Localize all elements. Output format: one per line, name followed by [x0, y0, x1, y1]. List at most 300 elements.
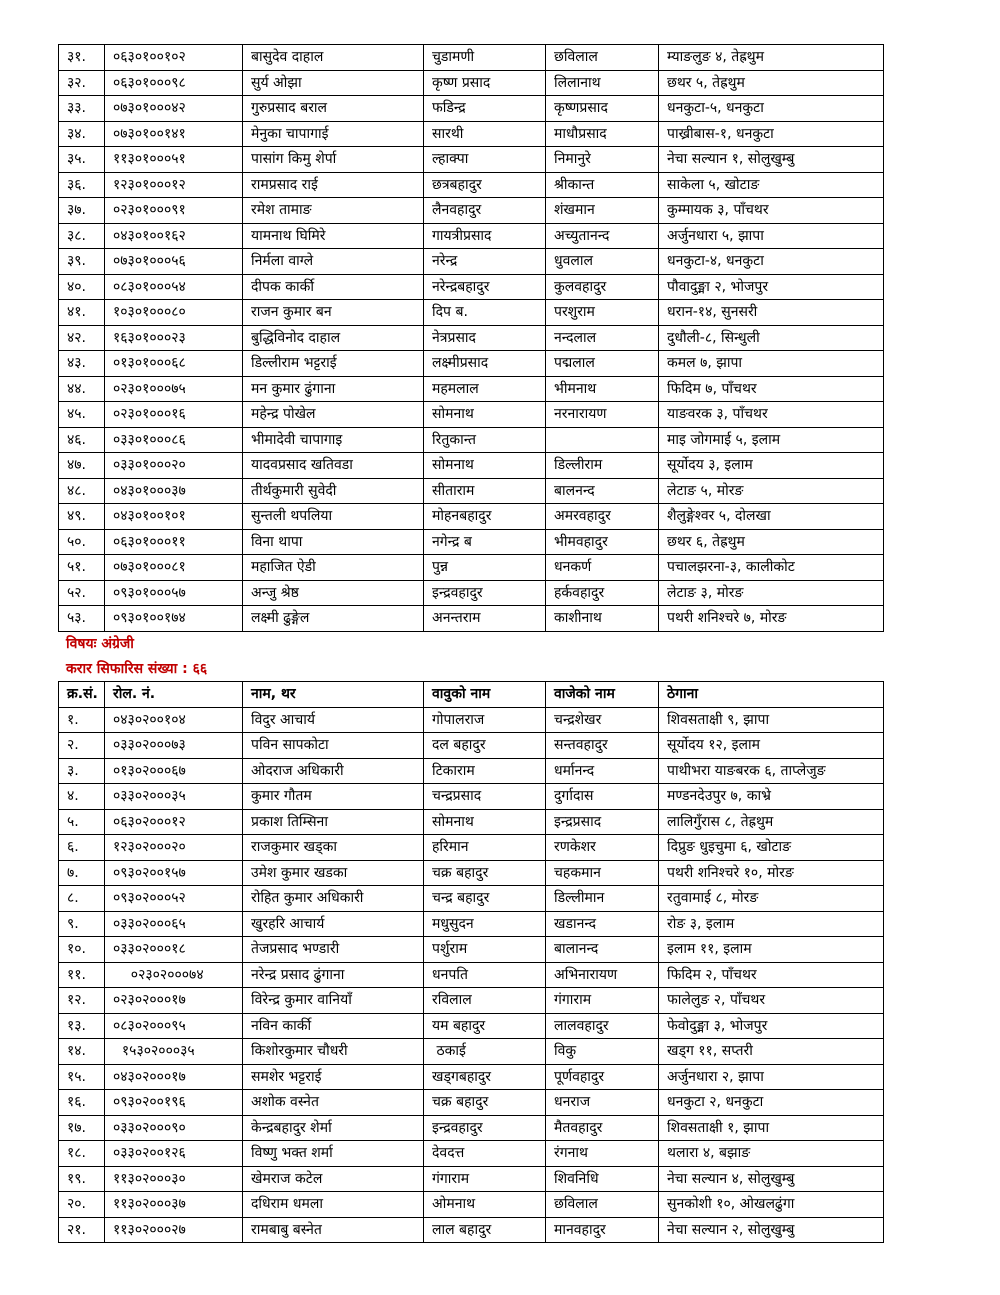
subject-label: विषयः अंग्रेजी [66, 636, 134, 652]
address-cell: फालेलुङ २, पाँचथर [659, 988, 884, 1014]
address-cell: माइ जोगमाई ५, इलाम [659, 427, 884, 453]
serial-cell: १२. [59, 988, 105, 1014]
address-cell: शिवसताक्षी ९, झापा [659, 707, 884, 733]
serial-cell: ५३. [59, 606, 105, 632]
address-cell: लेटाङ ३, मोरङ [659, 580, 884, 606]
address-cell: सूर्योदय १२, इलाम [659, 733, 884, 759]
table-header-row [59, 682, 884, 708]
address-cell: पचालझरना-३, कालीकोट [659, 555, 884, 581]
table-row [59, 172, 884, 198]
table-row [59, 249, 884, 275]
roll-number-cell: ०२३०२०००१७ [105, 988, 243, 1014]
address-cell: रोङ ३, इलाम [659, 911, 884, 937]
table-row [59, 1064, 884, 1090]
grandfather-name-cell: दुर्गादास [546, 784, 659, 810]
roll-number-cell: ०४३०२०००१७ [105, 1064, 243, 1090]
table-row [59, 147, 884, 173]
roll-number-cell: ०४३०१००१६२ [105, 223, 243, 249]
grandfather-name-cell: छविलाल [546, 45, 659, 71]
address-cell: थलारा ४, बझाङ [659, 1141, 884, 1167]
name-cell: रमेश तामाङ [243, 198, 424, 224]
name-cell: पविन सापकोटा [243, 733, 424, 759]
roll-number-cell: ०९३०२०००५२ [105, 886, 243, 912]
father-name-cell: मोहनबहादुर [424, 504, 546, 530]
address-cell: इलाम ११, इलाम [659, 937, 884, 963]
address-cell: फेवोदुङ्मा ३, भोजपुर [659, 1013, 884, 1039]
name-cell: राजन कुमार बन [243, 300, 424, 326]
table-row [59, 300, 884, 326]
name-cell: अन्जु श्रेष्ठ [243, 580, 424, 606]
serial-cell: ५. [59, 809, 105, 835]
grandfather-name-cell: लिलानाथ [546, 70, 659, 96]
name-cell: तेजप्रसाद भण्डारी [243, 937, 424, 963]
grandfather-name-cell: बालनन्द [546, 478, 659, 504]
table-row [59, 911, 884, 937]
roll-number-cell: ०७३०१००१४१ [105, 121, 243, 147]
table-row [59, 1115, 884, 1141]
table-row [59, 529, 884, 555]
name-cell: किशोरकुमार चौधरी [243, 1039, 424, 1065]
name-cell: दधिराम धमला [243, 1192, 424, 1218]
roll-number-cell: १२३०२०००२० [105, 835, 243, 861]
father-name-cell: ल्हाक्पा [424, 147, 546, 173]
grandfather-name-cell: बालानन्द [546, 937, 659, 963]
father-name-cell: नेत्रप्रसाद [424, 325, 546, 351]
serial-cell: ३४. [59, 121, 105, 147]
father-name-cell: महमलाल [424, 376, 546, 402]
table-row [59, 784, 884, 810]
grandfather-name-cell: गंगाराम [546, 988, 659, 1014]
serial-cell: ४२. [59, 325, 105, 351]
grandfather-name-cell: इन्द्रप्रसाद [546, 809, 659, 835]
grandfather-name-cell: पद्मलाल [546, 351, 659, 377]
father-name-cell: यम बहादुर [424, 1013, 546, 1039]
grandfather-name-cell: रणकेशर [546, 835, 659, 861]
roll-number-cell: ०६३०१०००११ [105, 529, 243, 555]
serial-cell: ३६. [59, 172, 105, 198]
grandfather-name-cell: छविलाल [546, 1192, 659, 1218]
grandfather-name-cell: चहकमान [546, 860, 659, 886]
serial-cell: २०. [59, 1192, 105, 1218]
address-cell: छथर ६, तेह्रथुम [659, 529, 884, 555]
serial-cell: ८. [59, 886, 105, 912]
roll-number-cell: ०३३०२००१२६ [105, 1141, 243, 1167]
address-cell: मण्डनदेउपुर ७, काभ्रे [659, 784, 884, 810]
address-cell: शिवसताक्षी १, झापा [659, 1115, 884, 1141]
serial-cell: ४१. [59, 300, 105, 326]
grandfather-name-cell: चन्द्रशेखर [546, 707, 659, 733]
grandfather-name-cell: अमरवहादुर [546, 504, 659, 530]
name-cell: विरेन्द्र कुमार वानियाँ [243, 988, 424, 1014]
grandfather-name-cell: नरनारायण [546, 402, 659, 428]
grandfather-name-cell: धर्मानन्द [546, 758, 659, 784]
address-cell: नेचा सल्यान १, सोलुखुम्बु [659, 147, 884, 173]
father-name-cell: सारथी [424, 121, 546, 147]
serial-cell: ३३. [59, 96, 105, 122]
name-cell: मेनुका चापागाई [243, 121, 424, 147]
grandfather-name-cell: शिवनिधि [546, 1166, 659, 1192]
roll-number-cell: ०९३०२००१९६ [105, 1090, 243, 1116]
roll-number-cell: ०९३०२००१५७ [105, 860, 243, 886]
table-row [59, 1013, 884, 1039]
roll-number-cell: ०३३०१०००८६ [105, 427, 243, 453]
roll-number-cell: ०४३०२००१०४ [105, 707, 243, 733]
father-name-cell: चन्द्र बहादुर [424, 886, 546, 912]
name-cell: बुद्धिविनोद दाहाल [243, 325, 424, 351]
candidate-table-1 [58, 44, 884, 632]
name-cell: रामप्रसाद राई [243, 172, 424, 198]
grandfather-name-cell: शंखमान [546, 198, 659, 224]
name-cell: राजकुमार खड्का [243, 835, 424, 861]
candidate-table-2 [58, 681, 884, 1243]
serial-cell: ५२. [59, 580, 105, 606]
serial-cell: ३८. [59, 223, 105, 249]
serial-cell: ३१. [59, 45, 105, 71]
address-cell: पाथीभरा याङबरक ६, ताप्लेजुङ [659, 758, 884, 784]
father-name-cell: नगेन्द्र ब [424, 529, 546, 555]
serial-cell: ४६. [59, 427, 105, 453]
header-grandfather-name: वाजेको नाम [546, 682, 659, 708]
father-name-cell: गोपालराज [424, 707, 546, 733]
father-name-cell: कृष्ण प्रसाद [424, 70, 546, 96]
father-name-cell: सोमनाथ [424, 402, 546, 428]
name-cell: कुमार गौतम [243, 784, 424, 810]
serial-cell: ४०. [59, 274, 105, 300]
address-cell: म्याङलुङ ४, तेह्रथुम [659, 45, 884, 71]
roll-number-cell: ११३०२०००३० [105, 1166, 243, 1192]
name-cell: ओदराज अधिकारी [243, 758, 424, 784]
grandfather-name-cell: श्रीकान्त [546, 172, 659, 198]
roll-number-cell: ०९३०१००१७४ [105, 606, 243, 632]
roll-number-cell: ०८३०२०००९५ [105, 1013, 243, 1039]
roll-number-cell: ०४३०१००१०१ [105, 504, 243, 530]
address-cell: खड्ग ११, सप्तरी [659, 1039, 884, 1065]
address-cell: धनकुटा २, धनकुटा [659, 1090, 884, 1116]
serial-cell: ३५. [59, 147, 105, 173]
name-cell: लक्ष्मी ढुङ्गेल [243, 606, 424, 632]
name-cell: खुरहरि आचार्य [243, 911, 424, 937]
father-name-cell: ठकाई [424, 1039, 546, 1065]
name-cell: विष्णु भक्त शर्मा [243, 1141, 424, 1167]
father-name-cell: सोमनाथ [424, 453, 546, 479]
table-row [59, 274, 884, 300]
roll-number-cell: ०८३०१०००५४ [105, 274, 243, 300]
father-name-cell: धनपति [424, 962, 546, 988]
table-row [59, 758, 884, 784]
address-cell: नेचा सल्यान २, सोलुखुम्बु [659, 1217, 884, 1243]
table-row [59, 1192, 884, 1218]
grandfather-name-cell: परशुराम [546, 300, 659, 326]
address-cell: दुधौली-८, सिन्धुली [659, 325, 884, 351]
table-row [59, 96, 884, 122]
roll-number-cell: ०९३०१०००५७ [105, 580, 243, 606]
roll-number-cell: ०७३०१०००४२ [105, 96, 243, 122]
father-name-cell: टिकाराम [424, 758, 546, 784]
address-cell: कमल ७, झापा [659, 351, 884, 377]
roll-number-cell: ०२३०१०००९१ [105, 198, 243, 224]
name-cell: महेन्द्र पोखेल [243, 402, 424, 428]
name-cell: महाजित ऐडी [243, 555, 424, 581]
table-row [59, 886, 884, 912]
name-cell: यामनाथ घिमिरे [243, 223, 424, 249]
roll-number-cell: ०१३०२०००६७ [105, 758, 243, 784]
table-row [59, 402, 884, 428]
roll-number-cell: ०४३०१०००३७ [105, 478, 243, 504]
roll-number-cell: ०३३०२०००७३ [105, 733, 243, 759]
table-row [59, 351, 884, 377]
father-name-cell: चुडामणी [424, 45, 546, 71]
address-cell: रतुवामाई ८, मोरङ [659, 886, 884, 912]
candidate-table-1-body [59, 45, 884, 632]
grandfather-name-cell: डिल्लीमान [546, 886, 659, 912]
grandfather-name-cell: भीमवहादुर [546, 529, 659, 555]
recommendation-count-label: करार सिफारिस संख्या : ६६ [66, 661, 208, 677]
name-cell: दीपक कार्की [243, 274, 424, 300]
header-name: नाम, थर [243, 682, 424, 708]
father-name-cell: पुन्न [424, 555, 546, 581]
name-cell: केन्द्रबहादुर शेर्मा [243, 1115, 424, 1141]
name-cell: रामबाबु बस्नेत [243, 1217, 424, 1243]
grandfather-name-cell: डिल्लीराम [546, 453, 659, 479]
serial-cell: ४५. [59, 402, 105, 428]
father-name-cell: चक्र बहादुर [424, 860, 546, 886]
grandfather-name-cell: नन्दलाल [546, 325, 659, 351]
father-name-cell: देवदत्त [424, 1141, 546, 1167]
roll-number-cell: ०२३०१०००७५ [105, 376, 243, 402]
serial-cell: ४८. [59, 478, 105, 504]
roll-number-cell: ०३३०२०००१८ [105, 937, 243, 963]
serial-cell: १३. [59, 1013, 105, 1039]
address-cell: अर्जुनधारा ५, झापा [659, 223, 884, 249]
table-row [59, 988, 884, 1014]
serial-cell: १४. [59, 1039, 105, 1065]
table-row [59, 1166, 884, 1192]
father-name-cell: सोमनाथ [424, 809, 546, 835]
table-row [59, 860, 884, 886]
serial-cell: ३२. [59, 70, 105, 96]
serial-cell: १. [59, 707, 105, 733]
serial-cell: ५०. [59, 529, 105, 555]
name-cell: यादवप्रसाद खतिवडा [243, 453, 424, 479]
roll-number-cell: १५३०२०००३५ [105, 1039, 243, 1065]
address-cell: अर्जुनधारा २, झापा [659, 1064, 884, 1090]
father-name-cell: ओमनाथ [424, 1192, 546, 1218]
grandfather-name-cell: लालवहादुर [546, 1013, 659, 1039]
grandfather-name-cell: अभिनारायण [546, 962, 659, 988]
address-cell: फिदिम २, पाँचथर [659, 962, 884, 988]
grandfather-name-cell: पूर्णवहादुर [546, 1064, 659, 1090]
address-cell: पौवादुङ्मा २, भोजपुर [659, 274, 884, 300]
serial-cell: ४९. [59, 504, 105, 530]
name-cell: विना थापा [243, 529, 424, 555]
roll-number-cell: ११३०१०००५१ [105, 147, 243, 173]
address-cell: धनकुटा-४, धनकुटा [659, 249, 884, 275]
father-name-cell: गंगाराम [424, 1166, 546, 1192]
header-father-name: वावुको नाम [424, 682, 546, 708]
roll-number-cell: ०३३०२०००९० [105, 1115, 243, 1141]
grandfather-name-cell: मैतवहादुर [546, 1115, 659, 1141]
table-row [59, 733, 884, 759]
roll-number-cell: ०६३०२०००१२ [105, 809, 243, 835]
address-cell: सुनकोशी १०, ओखलढुंगा [659, 1192, 884, 1218]
roll-number-cell: ०३३०२०००३५ [105, 784, 243, 810]
grandfather-name-cell: धुवलाल [546, 249, 659, 275]
table-row [59, 45, 884, 71]
address-cell: शैलुङ्गेश्वर ५, दोलखा [659, 504, 884, 530]
father-name-cell: हरिमान [424, 835, 546, 861]
father-name-cell: इन्द्रवहादुर [424, 580, 546, 606]
table-row [59, 478, 884, 504]
father-name-cell: रितुकान्त [424, 427, 546, 453]
serial-cell: ६. [59, 835, 105, 861]
table-row [59, 223, 884, 249]
grandfather-name-cell: रंगनाथ [546, 1141, 659, 1167]
grandfather-name-cell: खडानन्द [546, 911, 659, 937]
name-cell: विदुर आचार्य [243, 707, 424, 733]
father-name-cell: रविलाल [424, 988, 546, 1014]
table-row [59, 376, 884, 402]
name-cell: सुर्य ओझा [243, 70, 424, 96]
roll-number-cell: १०३०१०००८० [105, 300, 243, 326]
address-cell: नेचा सल्यान ४, सोलुखुम्बु [659, 1166, 884, 1192]
name-cell: गुरुप्रसाद बराल [243, 96, 424, 122]
name-cell: डिल्लीराम भट्टराई [243, 351, 424, 377]
grandfather-name-cell: सन्तवहादुर [546, 733, 659, 759]
roll-number-cell: ०२३०१०००१६ [105, 402, 243, 428]
father-name-cell: अनन्तराम [424, 606, 546, 632]
grandfather-name-cell: अच्युतानन्द [546, 223, 659, 249]
father-name-cell: पर्शुराम [424, 937, 546, 963]
roll-number-cell: ०७३०१०००५६ [105, 249, 243, 275]
serial-cell: ११. [59, 962, 105, 988]
address-cell: पाख्रीबास-१, धनकुटा [659, 121, 884, 147]
table-row [59, 580, 884, 606]
address-cell: लालिगुँरास ८, तेह्रथुम [659, 809, 884, 835]
table-row [59, 504, 884, 530]
name-cell: नविन कार्की [243, 1013, 424, 1039]
table-row [59, 1090, 884, 1116]
serial-cell: ७. [59, 860, 105, 886]
address-cell: दिप्रुङ धुइचुमा ६, खोटाङ [659, 835, 884, 861]
grandfather-name-cell: निमानुरे [546, 147, 659, 173]
address-cell: याङवरक ३, पाँचथर [659, 402, 884, 428]
serial-cell: ३. [59, 758, 105, 784]
serial-cell: ३९. [59, 249, 105, 275]
roll-number-cell: १६३०१०००२३ [105, 325, 243, 351]
father-name-cell: लाल बहादुर [424, 1217, 546, 1243]
grandfather-name-cell [546, 427, 659, 453]
father-name-cell: फडिन्द्र [424, 96, 546, 122]
table-row [59, 198, 884, 224]
name-cell: नरेन्द्र प्रसाद ढुंगाना [243, 962, 424, 988]
table-row [59, 70, 884, 96]
table-row [59, 606, 884, 632]
table-row [59, 453, 884, 479]
address-cell: साकेला ५, खोटाङ [659, 172, 884, 198]
roll-number-cell: ०३३०१०००२० [105, 453, 243, 479]
table-row [59, 707, 884, 733]
address-cell: पथरी शनिश्चरे १०, मोरङ [659, 860, 884, 886]
father-name-cell: लक्ष्मीप्रसाद [424, 351, 546, 377]
serial-cell: ५१. [59, 555, 105, 581]
serial-cell: १८. [59, 1141, 105, 1167]
table-row [59, 121, 884, 147]
father-name-cell: इन्द्रवहादुर [424, 1115, 546, 1141]
table-row [59, 937, 884, 963]
name-cell: खेमराज कटेल [243, 1166, 424, 1192]
address-cell: धनकुटा-५, धनकुटा [659, 96, 884, 122]
grandfather-name-cell: कृष्णप्रसाद [546, 96, 659, 122]
serial-cell: ४४. [59, 376, 105, 402]
father-name-cell: मधुसुदन [424, 911, 546, 937]
table-row [59, 962, 884, 988]
roll-number-cell: ०७३०१०००८१ [105, 555, 243, 581]
serial-cell: ४. [59, 784, 105, 810]
header-roll-number: रोल. नं. [105, 682, 243, 708]
serial-cell: २१. [59, 1217, 105, 1243]
roll-number-cell: ११३०२०००३७ [105, 1192, 243, 1218]
grandfather-name-cell: धनकर्ण [546, 555, 659, 581]
serial-cell: १६. [59, 1090, 105, 1116]
grandfather-name-cell: कुलवहादुर [546, 274, 659, 300]
name-cell: उमेश कुमार खडका [243, 860, 424, 886]
roll-number-cell: ०६३०१००१०२ [105, 45, 243, 71]
table-row [59, 427, 884, 453]
header-address: ठेगाना [659, 682, 884, 708]
serial-cell: १७. [59, 1115, 105, 1141]
grandfather-name-cell: धनराज [546, 1090, 659, 1116]
father-name-cell: नरेन्द्रबहादुर [424, 274, 546, 300]
table-row [59, 325, 884, 351]
name-cell: अशोक वस्नेत [243, 1090, 424, 1116]
address-cell: कुम्मायक ३, पाँचथर [659, 198, 884, 224]
serial-cell: ३७. [59, 198, 105, 224]
father-name-cell: गायत्रीप्रसाद [424, 223, 546, 249]
serial-cell: २. [59, 733, 105, 759]
roll-number-cell: ११३०२०००२७ [105, 1217, 243, 1243]
father-name-cell: चन्द्रप्रसाद [424, 784, 546, 810]
roll-number-cell: १२३०१०००१२ [105, 172, 243, 198]
serial-cell: १५. [59, 1064, 105, 1090]
roll-number-cell: ०१३०१०००६८ [105, 351, 243, 377]
candidate-table-2-body [59, 707, 884, 1243]
grandfather-name-cell: मानवहादुर [546, 1217, 659, 1243]
roll-number-cell: ०३३०२०००६५ [105, 911, 243, 937]
name-cell: भीमादेवी चापागाइ [243, 427, 424, 453]
roll-number-cell: ०२३०२०००७४ [105, 962, 243, 988]
name-cell: सुन्तली थपलिया [243, 504, 424, 530]
father-name-cell: सीताराम [424, 478, 546, 504]
grandfather-name-cell: हर्कवहादुर [546, 580, 659, 606]
name-cell: निर्मला वाग्ले [243, 249, 424, 275]
address-cell: छथर ५, तेह्रथुम [659, 70, 884, 96]
serial-cell: ४३. [59, 351, 105, 377]
name-cell: प्रकाश तिम्सिना [243, 809, 424, 835]
table-row [59, 1039, 884, 1065]
address-cell: लेटाङ ५, मोरङ [659, 478, 884, 504]
serial-cell: ४७. [59, 453, 105, 479]
name-cell: तीर्थकुमारी सुवेदी [243, 478, 424, 504]
serial-cell: १९. [59, 1166, 105, 1192]
father-name-cell: दिप ब. [424, 300, 546, 326]
address-cell: सूर्योदय ३, इलाम [659, 453, 884, 479]
grandfather-name-cell: काशीनाथ [546, 606, 659, 632]
name-cell: मन कुमार ढुंगाना [243, 376, 424, 402]
table-row [59, 555, 884, 581]
name-cell: समशेर भट्टराई [243, 1064, 424, 1090]
address-cell: धरान-१४, सुनसरी [659, 300, 884, 326]
grandfather-name-cell: विकु [546, 1039, 659, 1065]
